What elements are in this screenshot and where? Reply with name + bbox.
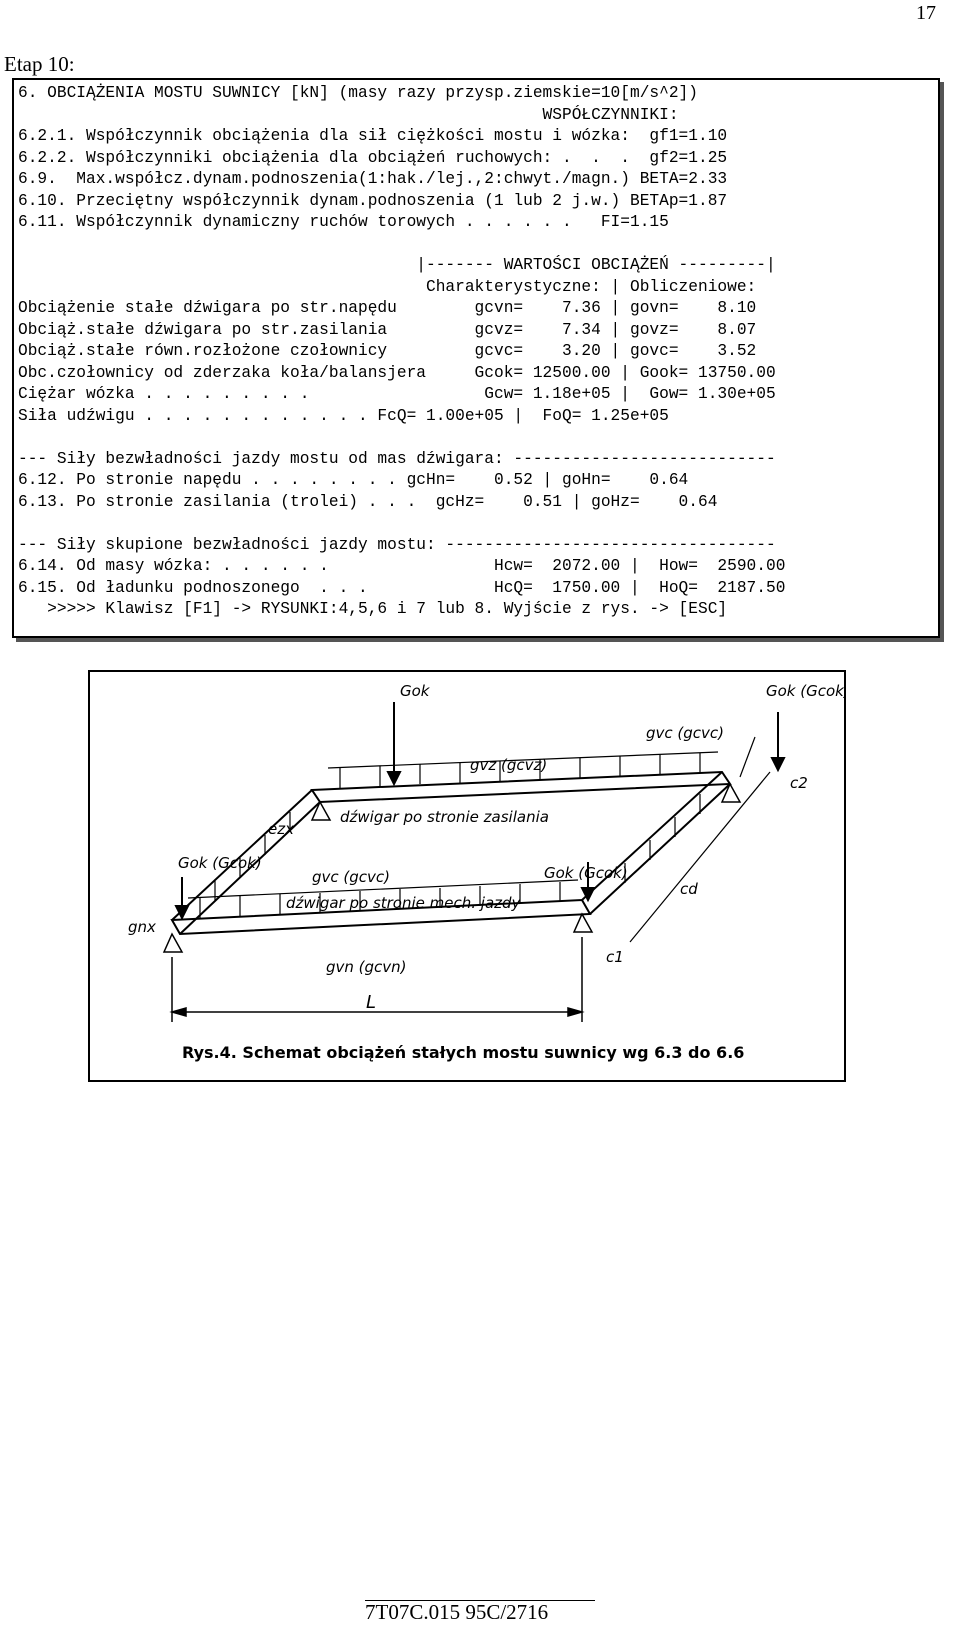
panel-line: 6.11. Współczynnik dynamiczny ruchów torowych . . . . . . FI=1.15 <box>18 213 669 231</box>
panel-line: 6.14. Od masy wózka: . . . . . . Hcw= 2072.00 | How= 2590.00 <box>18 557 786 575</box>
panel-line: 6.10. Przeciętny współczynnik dynam.podnoszenia (1 lub 2 j.w.) BETAp=1.87 <box>18 192 728 210</box>
panel-line: 6.9. Max.współcz.dynam.podnoszenia(1:hak./lej.,2:chwyt./magn.) BETA=2.33 <box>18 170 728 188</box>
panel-line: |------- WARTOŚCI OBCIĄŻEŃ ---------| <box>18 256 776 274</box>
panel-line: Obciąż.stałe równ.rozłożone czołownicy gcvc= 3.20 | govc= 3.52 <box>18 342 757 360</box>
panel-line: 6.13. Po stronie zasilania (trolei) . . . gcHz= 0.51 | goHz= 0.64 <box>18 493 718 511</box>
panel-line: Obciąż.stałe dźwigara po str.zasilania gcvz= 7.34 | govz= 8.07 <box>18 321 757 339</box>
page-number: 17 <box>916 2 936 24</box>
panel-line: Obc.czołownicy od zderzaka koła/balansjera Gcok= 12500.00 | Gook= 13750.00 <box>18 364 776 382</box>
panel-line: >>>>> Klawisz [F1] -> RYSUNKI:4,5,6 i 7 lub 8. Wyjście z rys. -> [ESC] <box>18 600 728 618</box>
panel-line: 6.12. Po stronie napędu . . . . . . . . gcHn= 0.52 | goHn= 0.64 <box>18 471 689 489</box>
footer-code: 7T07C.015 95C/2716 <box>365 1600 549 1624</box>
panel-line: --- Siły bezwładności jazdy mostu od mas dźwigara: --------------------------- <box>18 450 776 468</box>
panel-line: Ciężar wózka . . . . . . . . . Gcw= 1.18e+05 | Gow= 1.30e+05 <box>18 385 776 403</box>
label-gok-top-left: Gok <box>400 682 430 700</box>
label-ezx: ezx <box>268 820 294 838</box>
panel-line: Siła udźwigu . . . . . . . . . . . . FcQ= 1.00e+05 | FoQ= 1.25e+05 <box>18 407 669 425</box>
label-gnx: gnx <box>128 918 156 936</box>
panel-line: WSPÓŁCZYNNIKI: <box>18 106 679 124</box>
crane-load-diagram <box>88 670 846 1082</box>
label-gok-top-right: Gok (Gcok) <box>766 682 844 700</box>
label-c2: c2 <box>790 774 808 792</box>
right-end-beam-edge <box>590 784 730 914</box>
label-dzwigar-zasilania: dźwigar po stronie zasilania <box>340 808 549 826</box>
figure-caption: Rys.4. Schemat obciążeń stałych mostu suwnicy wg 6.3 do 6.6 <box>182 1043 745 1062</box>
panel-line: 6.2.2. Współczynniki obciążenia dla obciążeń ruchowych: . . . gf2=1.25 <box>18 149 728 167</box>
stage-label: Etap 10: <box>4 52 75 76</box>
back-girder <box>312 772 730 802</box>
panel-line: 6.2.1. Współczynnik obciążenia dla sił ciężkości mostu i wózka: gf1=1.10 <box>18 127 728 145</box>
panel-line: 6.15. Od ładunku podnoszonego . . . HcQ= 1750.00 | HoQ= 2187.50 <box>18 579 786 597</box>
label-gvn: gvn (gcvn) <box>326 958 407 976</box>
label-gok-left: Gok (Gcok) <box>178 854 262 872</box>
dimension-L <box>172 937 582 1022</box>
results-panel <box>12 78 940 638</box>
label-c1: c1 <box>606 948 624 966</box>
label-L: L <box>366 992 377 1013</box>
diagram-svg <box>90 672 844 1080</box>
panel-line: 6. OBCIĄŻENIA MOSTU SUWNICY [kN] (masy razy przysp.ziemskie=10[m/s^2]) <box>18 84 698 102</box>
label-gok-mid: Gok (Gcok) <box>544 864 628 882</box>
panel-line: Charakterystyczne: | Obliczeniowe: <box>18 278 757 296</box>
panel-line: Obciążenie stałe dźwigara po str.napędu gcvn= 7.36 | govn= 8.10 <box>18 299 757 317</box>
label-gvc-left: gvc (gcvc) <box>312 868 391 886</box>
label-dzwigar-jazdy: dźwigar po stronie mech. jazdy <box>286 894 521 912</box>
panel-line: --- Siły skupione bezwładności jazdy mostu: ---------------------------------- <box>18 536 776 554</box>
label-cd: cd <box>680 880 698 898</box>
label-gvz: gvz (gcvz) <box>470 756 548 774</box>
label-gvc-right: gvc (gcvc) <box>646 724 725 742</box>
